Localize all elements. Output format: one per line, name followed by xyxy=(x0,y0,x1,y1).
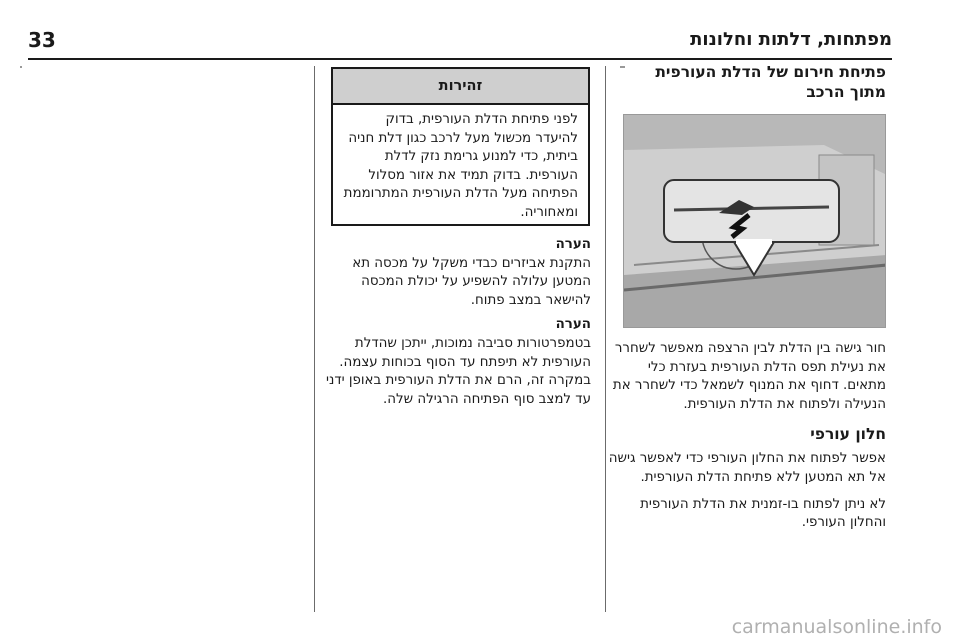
note-text-1: התקנת אביזרים כבדי משקל על מכסה תא המטען עלולה להשפיע על יכולת המכסה להישאר במצב פתוח. xyxy=(352,255,591,308)
release-paragraph: חור גישה בין הדלת לבין הרצפה מאפשר לשחרר את נעילת תפס הדלת העורפית בעזרת כלי מתאים. דחוף את המנוף לשמאל כדי לשחרר את הנעילה ולפתוח את הדלת העורפית. xyxy=(612,341,886,412)
column-divider-right xyxy=(605,66,606,612)
note-label-2: הערה xyxy=(555,317,591,333)
caution-box xyxy=(331,67,590,226)
caution-title: זהירות xyxy=(333,69,588,105)
note-text-2: בטמפרטורות סביבה נמוכות, ייתכן שהדלת העורפית לא תיפתח עד הסוף בכוחות עצמה. במקרה זה, הרם את הדלת העורפית באופן ידני עד למצב סוף הפתיחה הרגילה שלה. xyxy=(325,335,591,407)
column-divider-left xyxy=(314,66,315,612)
tailgate-interior-illustration xyxy=(624,115,886,328)
rear-window-heading: חלון עורפי xyxy=(810,425,886,444)
emergency-release-heading: פתיחת חירום של הדלת העורפית מתוך הרכב xyxy=(655,63,886,101)
watermark: carmanualsonline.info xyxy=(731,616,942,638)
middle-column-notes xyxy=(326,236,591,409)
note-label-1: הערה xyxy=(555,237,591,252)
right-column-body xyxy=(608,340,886,533)
section-title: מפתחות, דלתות וחלונות xyxy=(690,29,892,50)
caution-text: לפני פתיחת הדלת העורפית, בדוק להיעדר מכשול מעל לרכב כגון דלת חניה ביתית, כדי למנוע גרימת נזק לדלת העורפית. בדוק תמיד את אזור מסלול הפתיחה מעל הדלת העורפית המתרוממת ומאחוריה. xyxy=(343,112,578,220)
rear-window-paragraph: אפשר לפתוח את החלון העורפי כדי לאפשר גישה אל תא המטען ללא פתיחת הדלת העורפית. xyxy=(608,451,886,485)
page-number: 33 xyxy=(28,28,56,52)
right-column xyxy=(608,62,886,102)
header-divider xyxy=(28,58,892,60)
rear-window-note: לא ניתן לפתוח בו-זמנית את הדלת העורפית והחלון העורפי. xyxy=(640,496,886,531)
tailgate-interior-release-figure xyxy=(623,114,886,328)
